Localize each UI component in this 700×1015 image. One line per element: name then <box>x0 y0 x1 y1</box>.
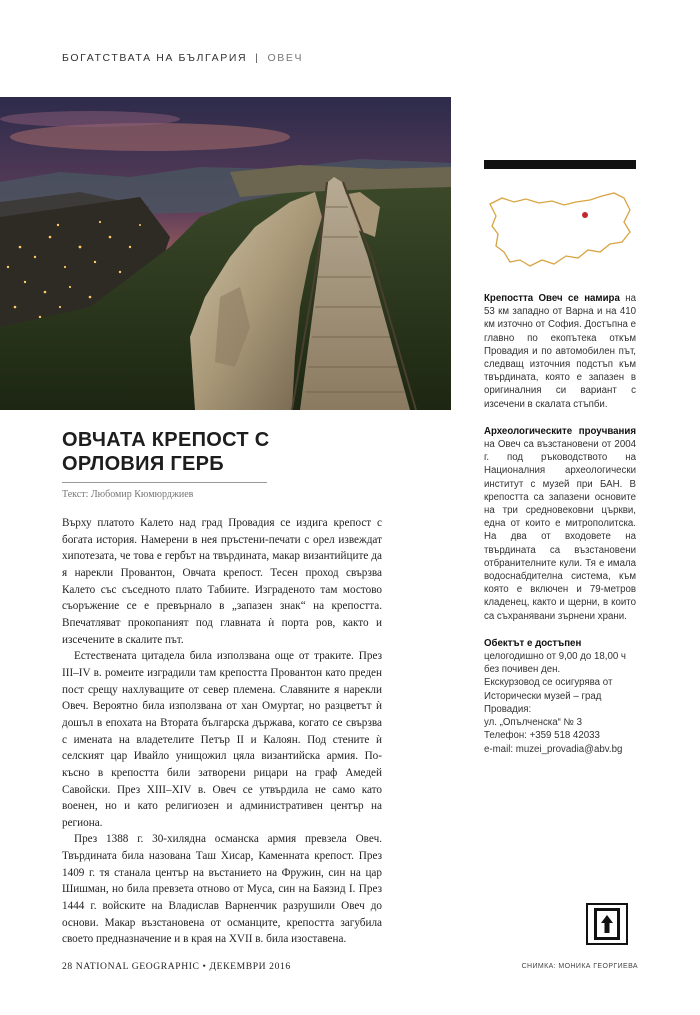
section-title: ОВЕЧ <box>267 52 304 64</box>
sidebar-bar <box>484 160 636 169</box>
sidebar-access <box>484 637 636 756</box>
body-paragraph-2: Естествената цитадела била използвана още от траките. През III–IV в. ромеите изградили там крепостта Провантон като преден пост срещу нахлуващите от север племена. Славяните я нарекли Овеч. Вероятно била използвана от хан Омуртаг, но разцветът ѝ дошъл в епохата на Втората българска държава, когато се свързва с имената на владетелите Петър II и Калоян. Под стените ѝ селският цар Ивайло унищожил цяла византийска армия. По-късно в крепостта били затворени рицари на граф Амедей Савойски. През XIII–XIV в. Овеч се утвърдила не само като военен, но и като религиозен и административен център на региона. <box>62 650 382 829</box>
sidebar-research <box>484 425 636 623</box>
email: e-mail: muzei_provadia@abv.bg <box>484 743 623 755</box>
location-heading: Крепостта Овеч се намира <box>484 293 620 304</box>
byline: Текст: Любомир Кюмюрджиев <box>62 489 194 500</box>
research-heading: Археологическите проучвания <box>484 425 636 437</box>
title-line-1: ОВЧАТА КРЕПОСТ С <box>62 429 270 451</box>
article-title <box>62 428 362 476</box>
access-heading: Обектът е достъпен <box>484 637 582 649</box>
sidebar-location <box>484 292 636 411</box>
fortress-photo-illustration <box>0 97 451 410</box>
title-line-2: ОРЛОВИЯ ГЕРБ <box>62 453 224 475</box>
title-rule <box>62 482 267 483</box>
bulgaria-map <box>484 186 636 278</box>
location-text: на 53 км западно от Варна и на 410 км източно от София. Достъпна е главно по екопътека откъм Провадия и по автомобилен път, следващ източния подстъп към твърдината, която е запазен в оригиналния си вариант с изсечени в скалата стъпби. <box>484 293 636 410</box>
body-paragraph-3: През 1388 г. 30-хилядна османска армия превзела Овеч. Твърдината била назована Таш Хисар, Каменната крепост. През 1409 г. тя станала център на въстанието на Фружин, син на цар Шишман, но била превзета отново от Муса, син на Баязид I. През 1444 г. войските на Владислав Варненчик разрушили Овеч до основи. Макар възстановена от османците, крепостта загубила своето предназначение и в края на XVII в. била изоставена. <box>62 833 382 946</box>
address: ул. „Опълченска“ № 3 <box>484 717 583 729</box>
research-text: на Овеч са възстановени от 2004 г. под ръководството на Националния археологически институт с музей при БАН. В крепостта са запазени основите на три средновековни църкви, една от които е митрополитска. На два от входовете на твърдината са възстановени отбранителните кули. Тя е имала водоснабдителна система, към която е включен и 79-метров кладенец, както и щерни, в които са съхранявани зърнени храни. <box>484 439 636 622</box>
phone: Телефон: +359 518 42033 <box>484 730 600 742</box>
fortress-location-marker <box>582 212 588 218</box>
running-header <box>62 52 303 64</box>
tour-info: Екскурзовод се осигурява от Исторически музей – град Провадия: <box>484 677 613 715</box>
photo-credit: СНИМКА: МОНИКА ГЕОРГИЕВА <box>521 963 638 970</box>
access-text: целогодишно от 9,00 до 18,00 ч без почивен ден. <box>484 651 626 676</box>
bulgaria-outline-icon <box>484 186 636 278</box>
header-separator: | <box>255 52 260 64</box>
sidebar <box>484 292 636 756</box>
series-title: БОГАТСТВАТА НА БЪЛГАРИЯ <box>62 52 248 64</box>
national-geographic-logo-icon <box>586 903 628 945</box>
article-body <box>62 515 382 948</box>
page-folio: 28 NATIONAL GEOGRAPHIC • ДЕКЕМВРИ 2016 <box>62 961 291 972</box>
fortress-photo <box>0 97 451 410</box>
body-paragraph-1: Върху платото Калето над град Провадия се издига крепост с богата история. Намерени в нея пръстени-печати с орел извеждат хипотезата, че това е гербът на твърдината, макар византийците да я нарекли Провантон, Овчата крепост. Тесен проход свързва Калето със съседното плато Табиите. Изграденото там мостово съоръжение се е превърнало в „запазен знак“ на крепостта. Впечатляват прокопаният под главната ѝ порта ров, както и изсечените в скалите път. <box>62 517 382 646</box>
